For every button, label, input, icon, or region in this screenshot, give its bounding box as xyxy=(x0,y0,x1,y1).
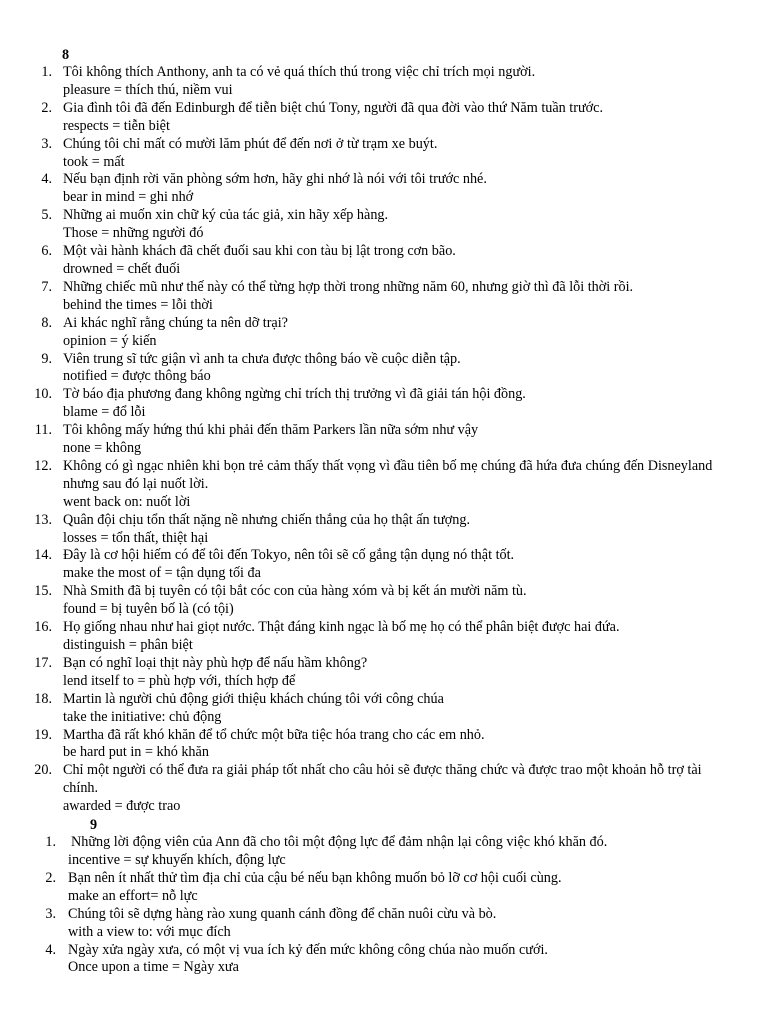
item-number: 13. xyxy=(34,511,52,528)
item-number: 10. xyxy=(34,386,52,403)
vocabulary-gloss: found = bị tuyên bố là (có tội) xyxy=(63,601,234,618)
list-item xyxy=(0,351,768,387)
item-number: 19. xyxy=(34,726,52,743)
list-item xyxy=(0,906,768,942)
vietnamese-sentence: Gia đình tôi đã đến Edinburgh để tiễn biệt chú Tony, người đã qua đời vào thứ Năm tuần trước. xyxy=(63,99,603,116)
vietnamese-sentence: Tôi không mấy hứng thú khi phải đến thăm Parkers lần nữa sớm như vậy xyxy=(63,422,479,439)
item-number: 17. xyxy=(34,654,52,671)
vocabulary-gloss: distinguish = phân biệt xyxy=(63,637,193,653)
vocabulary-gloss: take the initiative: chủ động xyxy=(63,708,222,725)
vocabulary-gloss: none = không xyxy=(63,440,142,457)
vocabulary-gloss: awarded = được trao xyxy=(63,798,181,815)
vietnamese-sentence: Viên trung sĩ tức giận vì anh ta chưa được thông báo về cuộc diễn tập. xyxy=(63,350,461,367)
list-item xyxy=(0,727,768,763)
vocabulary-gloss: Once upon a time = Ngày xưa xyxy=(68,959,239,976)
vietnamese-sentence: Nếu bạn định rời văn phòng sớm hơn, hãy ghi nhớ là nói với tôi trước nhé. xyxy=(63,171,487,188)
vietnamese-sentence: Nhà Smith đã bị tuyên có tội bắt cóc con của hàng xóm và bị kết án mười năm tù. xyxy=(63,583,527,600)
vocabulary-gloss: incentive = sự khuyến khích, động lực xyxy=(68,851,286,868)
vietnamese-sentence: Chúng tôi sẽ dựng hàng rào xung quanh cánh đồng để chăn nuôi cừu và bò. xyxy=(68,905,497,922)
document-page xyxy=(0,46,768,977)
section-8-number: 8 xyxy=(62,47,70,63)
list-item xyxy=(0,100,768,136)
vocabulary-gloss: behind the times = lỗi thời xyxy=(63,296,213,313)
vocabulary-gloss: drowned = chết đuối xyxy=(63,260,181,277)
vietnamese-sentence: Martha đã rất khó khăn để tổ chức một bữa tiệc hóa trang cho các em nhỏ. xyxy=(63,726,485,743)
item-number: 1. xyxy=(41,64,52,80)
list-item xyxy=(0,458,768,512)
vietnamese-sentence: Đây là cơ hội hiếm có để tôi đến Tokyo, nên tôi sẽ cố gắng tận dụng nó thật tốt. xyxy=(63,547,515,564)
list-item xyxy=(0,136,768,172)
item-number: 1. xyxy=(45,834,56,851)
vocabulary-gloss: opinion = ý kiến xyxy=(63,332,157,349)
list-item xyxy=(0,243,768,279)
vocabulary-gloss: be hard put in = khó khăn xyxy=(63,744,209,761)
vietnamese-sentence: Những lời động viên của Ann đã cho tôi một động lực để đảm nhận lại công việc khó khăn đó. xyxy=(71,834,608,851)
item-number: 6. xyxy=(41,243,52,260)
section-8-list xyxy=(0,64,768,816)
item-number: 3. xyxy=(41,135,52,152)
item-number: 5. xyxy=(41,207,52,224)
vietnamese-sentence: Tờ báo địa phương đang không ngừng chỉ trích thị trưởng vì đã giải tán hội đồng. xyxy=(63,386,526,403)
vietnamese-sentence: Ai khác nghĩ rằng chúng ta nên dỡ trại? xyxy=(63,314,288,331)
vietnamese-sentence: Chỉ một người có thể đưa ra giải pháp tốt nhất cho câu hỏi sẽ được thăng chức và được trao một khoản hỗ trợ tài chính. xyxy=(63,762,702,797)
list-item xyxy=(0,315,768,351)
vietnamese-sentence: Quân đội chịu tổn thất nặng nề nhưng chiến thắng của họ thật ấn tượng. xyxy=(63,511,471,528)
vietnamese-sentence: Bạn nên ít nhất thử tìm địa chỉ của cậu bé nếu bạn không muốn bỏ lỡ cơ hội cuối cùng. xyxy=(68,869,562,886)
list-item xyxy=(0,207,768,243)
vocabulary-gloss: respects = tiễn biệt xyxy=(63,117,170,134)
vocabulary-gloss: notified = được thông báo xyxy=(63,368,211,385)
item-number: 14. xyxy=(34,547,52,564)
vocabulary-gloss: bear in mind = ghi nhớ xyxy=(63,189,194,206)
vietnamese-sentence: Martin là người chủ động giới thiệu khách chúng tôi với công chúa xyxy=(63,690,444,707)
item-number: 3. xyxy=(45,905,56,922)
vietnamese-sentence: Không có gì ngạc nhiên khi bọn trẻ cảm thấy thất vọng vì đầu tiên bố mẹ chúng đã hứa đưa chúng đến Disneyland nhưng sau đó lại nuốt lời. xyxy=(63,457,713,492)
list-item xyxy=(0,64,768,100)
section-9-list xyxy=(0,834,768,977)
item-number: 4. xyxy=(41,171,52,188)
list-item xyxy=(0,279,768,315)
vocabulary-gloss: blame = đổ lỗi xyxy=(63,404,146,421)
list-item xyxy=(0,547,768,583)
item-number: 2. xyxy=(45,869,56,886)
vietnamese-sentence: Ngày xửa ngày xưa, có một vị vua ích kỷ đến mức không công chúa nào muốn cưới. xyxy=(68,941,548,958)
vietnamese-sentence: Họ giống nhau như hai giọt nước. Thật đáng kinh ngạc là bố mẹ họ có thể phân biệt được hai đứa. xyxy=(63,619,620,636)
vietnamese-sentence: Tôi không thích Anthony, anh ta có vẻ quá thích thú trong việc chỉ trích mọi người. xyxy=(63,64,536,80)
vocabulary-gloss: took = mất xyxy=(63,153,125,170)
vocabulary-gloss: with a view to: với mục đích xyxy=(68,923,231,940)
list-item xyxy=(0,942,768,978)
item-number: 20. xyxy=(34,762,52,779)
item-number: 16. xyxy=(34,619,52,636)
item-number: 4. xyxy=(45,941,56,958)
vocabulary-gloss: pleasure = thích thú, niềm vui xyxy=(63,81,233,98)
vocabulary-gloss: make the most of = tận dụng tối đa xyxy=(63,565,261,582)
item-number: 9. xyxy=(41,350,52,367)
item-number: 12. xyxy=(34,457,52,474)
list-item xyxy=(0,386,768,422)
list-item xyxy=(0,870,768,906)
item-number: 11. xyxy=(34,422,52,439)
list-item xyxy=(0,171,768,207)
vietnamese-sentence: Một vài hành khách đã chết đuối sau khi con tàu bị lật trong cơn bão. xyxy=(63,243,456,260)
section-9-number: 9 xyxy=(90,817,98,834)
item-number: 15. xyxy=(34,583,52,600)
item-number: 2. xyxy=(41,99,52,116)
vietnamese-sentence: Những ai muốn xin chữ ký của tác giả, xin hãy xếp hàng. xyxy=(63,207,389,224)
vocabulary-gloss: went back on: nuốt lời xyxy=(63,493,191,510)
vocabulary-gloss: lend itself to = phù hợp với, thích hợp để xyxy=(63,672,296,689)
item-number: 18. xyxy=(34,690,52,707)
item-number: 7. xyxy=(41,278,52,295)
list-item xyxy=(0,619,768,655)
list-item xyxy=(0,422,768,458)
vocabulary-gloss: losses = tổn thất, thiệt hại xyxy=(63,529,209,546)
vietnamese-sentence: Bạn có nghĩ loại thịt này phù hợp để nấu hầm không? xyxy=(63,654,368,671)
vocabulary-gloss: make an effort= nỗ lực xyxy=(68,887,198,904)
vietnamese-sentence: Chúng tôi chỉ mất có mười lăm phút để đến nơi ở từ trạm xe buýt. xyxy=(63,135,438,152)
list-item xyxy=(0,762,768,816)
list-item xyxy=(0,834,768,870)
list-item xyxy=(0,583,768,619)
item-number: 8. xyxy=(41,314,52,331)
vocabulary-gloss: Those = những người đó xyxy=(63,225,204,242)
vietnamese-sentence: Những chiếc mũ như thế này có thể từng hợp thời trong những năm 60, nhưng giờ thì đã lỗi thời rồi. xyxy=(63,278,634,295)
list-item xyxy=(0,512,768,548)
list-item xyxy=(0,691,768,727)
list-item xyxy=(0,655,768,691)
